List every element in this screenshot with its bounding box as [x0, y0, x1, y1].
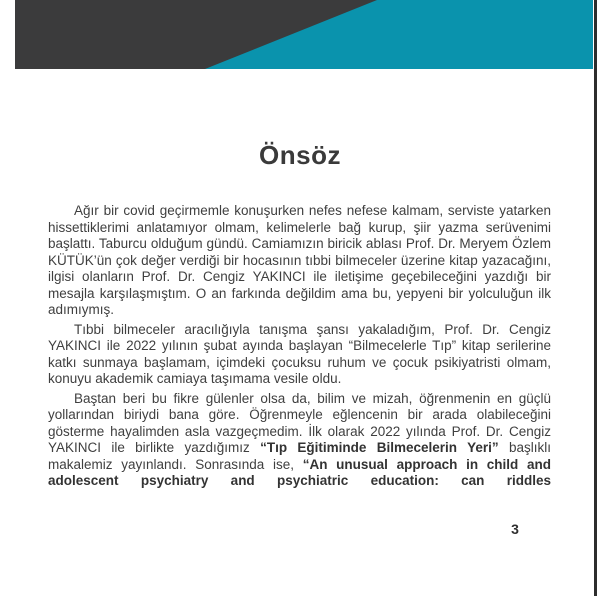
paragraph-1 [48, 203, 551, 319]
paragraph-3 [48, 391, 551, 490]
teal-accent-shape [15, 0, 593, 69]
header-band [15, 0, 593, 69]
paragraph-2 [48, 322, 551, 388]
body-text [48, 203, 551, 493]
text-run: başlıklı makalemiz yayınlandı. Sonrasında ise, [48, 440, 551, 472]
page-number: 3 [511, 521, 519, 537]
text-run-bold: “Tıp Eğitiminde Bilmecelerin Yeri” [260, 440, 499, 455]
text-run-bold: “An unusual approach in child and adolescent psychiatry and psychiatric education: can riddles [48, 456, 552, 488]
text-run: Baştan beri bu fikre gülenler olsa da, bilim ve mizah, öğrenmenin en güçlü yollarından biriydi bana göre. Öğrenmeyle eğlencenin bir arada olabileceğini gösterme hayalimden asla vazgeçmedim. İlk olarak 2022 yılında Prof. Dr. Cengiz YAKINCI ile birlikte yazdığımız [48, 390, 551, 455]
page-title: Önsöz [259, 140, 341, 170]
text-run: Ağır bir covid geçirmemle konuşurken nefes nefese kalmam, serviste yatarken hissettiklerimi anlatamıyor olmam, kelimelerle bağ kurup, şiir yazma serüvenimi başlattı. Taburcu olduğum gündü. Camiamızın biricik ablası Prof. Dr. Meryem Özlem KÜTÜK’ün çok değer verdiği bir hocasının tıbbi bilmeceler üzerine kitap yazacağını, ilgisi olanların Prof. Dr. Cengiz YAKINCI ile iletişime geçebileceğini yazdığı bir mesajla karşılaşmıştım. O an farkında değildim ama bu, yepyeni bir yolculuğun ilk adımıymış. [48, 203, 551, 317]
page-edge-shadow [594, 0, 597, 596]
text-run: Tıbbi bilmeceler aracılığıyla tanışma şansı yakaladığım, Prof. Dr. Cengiz YAKINCI ile 2022 yılının şubat ayında başlayan “Bilmecelerle Tıp” kitap serilerine katkı sunmaya başlamam, içimdeki çocuksu ruhum ve çocuk psikiyatristi olmam, konuyu akademik camiaya taşımama vesile oldu. [48, 321, 551, 386]
